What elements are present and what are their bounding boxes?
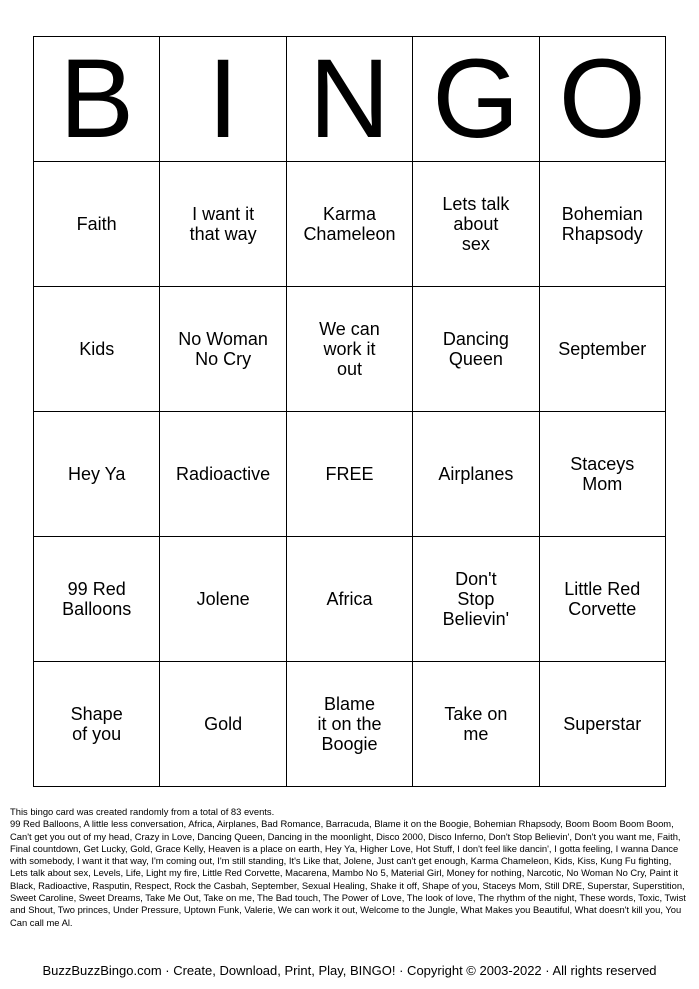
cell-label: We can work it out	[319, 318, 380, 379]
bingo-cell	[539, 537, 665, 662]
header-letter-g: G	[413, 37, 539, 162]
bingo-cell	[539, 162, 665, 287]
bingo-cell	[413, 162, 539, 287]
bingo-cell	[34, 162, 160, 287]
bingo-cell	[413, 537, 539, 662]
note-event-list: 99 Red Balloons, A little less conversation, Africa, Airplanes, Bad Romance, Barracuda, Blame it on the Boogie, Bohemian Rhapsody, Boom Boom Boom Boom, Can't get you out of my head, Crazy in Love, Dancing Queen, Dancing in the moonlight, Disco 2000, Disco Inferno, Don't Stop Believin', Don't you want me, Faith, Final countdown, Get Lucky, Gold, Grace Kelly, Heaven is a place on earth, Hey Ya, Higher Love, Hot Stuff, I don't feel like dancin', I gotta feeling, I wanna Dance with somebody, I want it that way, I'm coming out, I'm still standing, It's Like that, Jolene, Just can't get enough, Karma Chameleon, Kids, Kiss, Kung Fu fighting, Lets talk about sex, Levels, Life, Light my fire, Little Red Corvette, Macarena, Mambo No 5, Material Girl, Money for nothing, Narcotic, No Woman No Cry, Paint it Black, Radioactive, Rasputin, Respect, Rock the Casbah, September, Sexual Healing, Shake it off, Shape of you, Staceys Mom, Still DRE, Superstar, Superstition, Sweet Caroline, Sweet Dreams, Take Me Out, Take on me, The Bad touch, The Power of Love, The look of love, The rhythm of the night, These words, Toxic, Twist and Shout, Two princes, Under Pressure, Uptown Funk, Valerie, We can work it out, Welcome to the Jungle, What Makes you Beautiful, What doesn't kill you, You Can call me Al.	[10, 818, 686, 928]
bingo-cell	[34, 287, 160, 412]
bingo-row-5	[34, 662, 666, 787]
bingo-cell	[413, 662, 539, 787]
bingo-cell	[413, 412, 539, 537]
bingo-cell	[34, 537, 160, 662]
bingo-cell	[160, 662, 286, 787]
cell-label: Airplanes	[438, 463, 514, 484]
cell-label: Little Red Corvette	[564, 578, 641, 619]
cell-label: Jolene	[196, 588, 250, 609]
bingo-cell	[539, 412, 665, 537]
bingo-header-row	[34, 37, 666, 162]
bingo-cell	[286, 662, 412, 787]
cell-label: Staceys Mom	[570, 453, 635, 494]
cell-label: September	[558, 338, 647, 359]
bingo-row-4	[34, 537, 666, 662]
cell-label: Take on me	[444, 703, 508, 744]
cell-label: Hey Ya	[68, 463, 126, 484]
bingo-cell	[539, 287, 665, 412]
bingo-cell	[286, 162, 412, 287]
cell-label: Gold	[204, 713, 243, 734]
cell-label: No Woman No Cry	[178, 328, 268, 369]
bingo-cell	[160, 162, 286, 287]
bingo-card	[33, 36, 666, 787]
cell-label: Don't Stop Believin'	[442, 568, 510, 629]
event-list-note	[10, 806, 690, 929]
cell-label: Blame it on the Boogie	[317, 693, 382, 754]
cell-label: FREE	[325, 463, 374, 484]
header-letter-o: O	[539, 37, 665, 162]
cell-label: Radioactive	[176, 463, 271, 484]
cell-label: Faith	[76, 213, 117, 234]
bingo-cell	[160, 537, 286, 662]
bingo-cell	[34, 412, 160, 537]
bingo-cell	[160, 287, 286, 412]
header-letter-n: N	[286, 37, 412, 162]
cell-label: 99 Red Balloons	[62, 578, 132, 619]
cell-label: Bohemian Rhapsody	[561, 203, 643, 244]
bingo-cell	[413, 287, 539, 412]
bingo-cell	[160, 412, 286, 537]
bingo-cell	[286, 537, 412, 662]
bingo-row-3	[34, 412, 666, 537]
header-letter-b: B	[34, 37, 160, 162]
cell-label: Shape of you	[70, 703, 123, 744]
header-letter-i: I	[160, 37, 286, 162]
bingo-cell	[286, 287, 412, 412]
bingo-free-cell	[286, 412, 412, 537]
cell-label: Karma Chameleon	[303, 203, 396, 244]
cell-label: Kids	[79, 338, 115, 359]
cell-label: Lets talk about sex	[442, 193, 510, 254]
copyright-footer: BuzzBuzzBingo.com · Create, Download, Print, Play, BINGO! · Copyright © 2003-2022 · All rights reserved	[42, 963, 657, 978]
bingo-cell	[539, 662, 665, 787]
cell-label: I want it that way	[189, 203, 257, 244]
bingo-row-2	[34, 287, 666, 412]
bingo-row-1	[34, 162, 666, 287]
cell-label: Dancing Queen	[442, 328, 509, 369]
bingo-cell	[34, 662, 160, 787]
note-intro: This bingo card was created randomly from a total of 83 events.	[10, 806, 275, 817]
cell-label: Superstar	[563, 713, 642, 734]
cell-label: Africa	[326, 588, 373, 609]
